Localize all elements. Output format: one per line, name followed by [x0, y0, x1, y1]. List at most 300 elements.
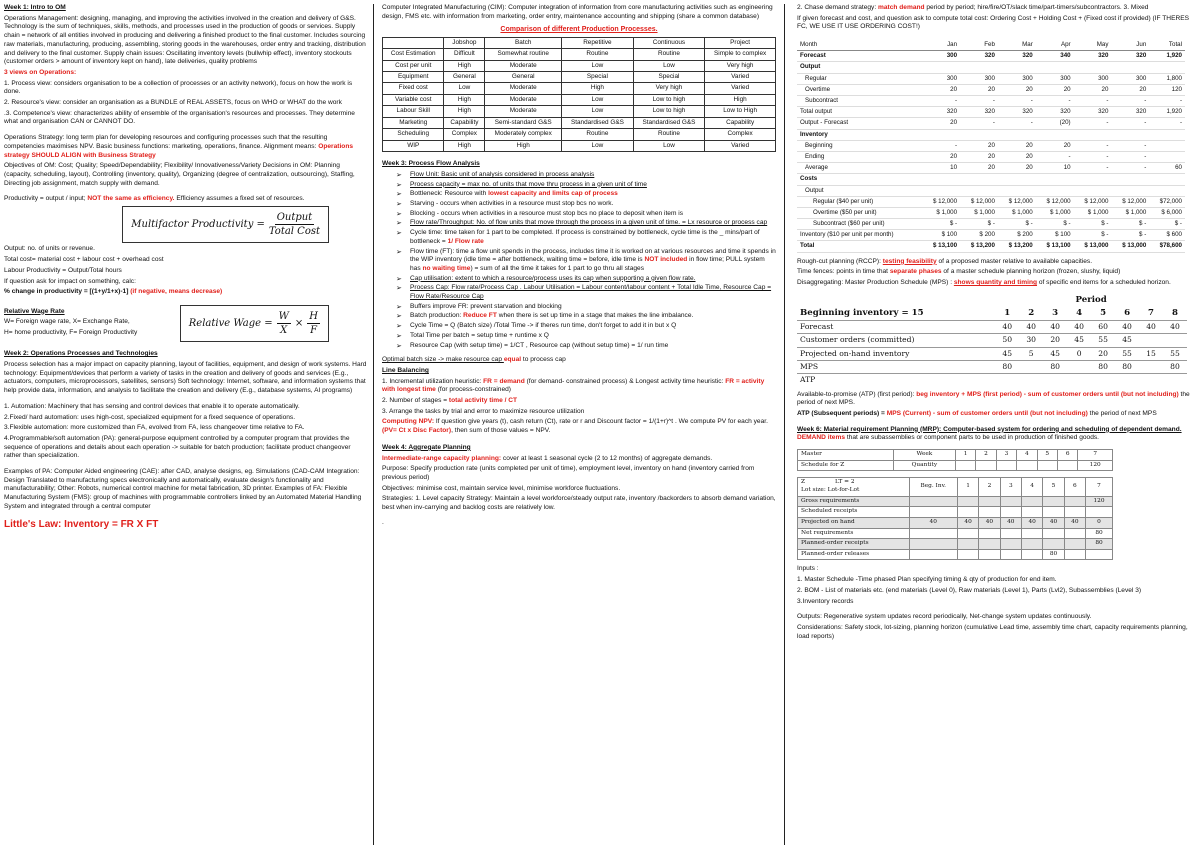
- table-row: [797, 321, 1187, 334]
- table-cell: Moderately complex: [485, 129, 562, 140]
- table-cell: Routine: [562, 129, 634, 140]
- mps-table: [797, 294, 1187, 386]
- table-row: [383, 94, 776, 105]
- relative-wage-def1: W= Foreign wage rate, X= Exchange Rate,: [4, 318, 130, 326]
- table-cell: 340: [1036, 51, 1074, 62]
- inputs-title: Inputs :: [797, 565, 819, 573]
- beg-inv-cell: [909, 496, 957, 507]
- table-cell: $ 13,000: [1074, 241, 1112, 252]
- table-cell: 320: [922, 107, 960, 118]
- list-item: ➢ Cap utilisation: extent to which a resource/process uses its cap when supporting a given flow rate.: [396, 275, 776, 284]
- table-cell: 45: [1067, 334, 1091, 347]
- table-cell: 40: [1067, 321, 1091, 334]
- table-cell: Standardised G&S: [633, 117, 705, 128]
- table-row: [383, 117, 776, 128]
- table-cell: [957, 507, 978, 518]
- table-cell: [995, 373, 1019, 386]
- table-header-cell: Feb: [960, 40, 998, 51]
- relative-wage-title: Relative Wage Rate: [4, 307, 65, 315]
- table-cell: Low: [562, 140, 634, 151]
- period-number: 5: [1100, 308, 1107, 319]
- mrp-record-table: [797, 477, 1113, 560]
- table-cell: [1021, 528, 1042, 539]
- table-cell: $ 1,000: [1074, 207, 1112, 218]
- row-label: Scheduled receipts: [798, 507, 910, 518]
- table-row: [797, 140, 1185, 151]
- table-cell: 320: [960, 107, 998, 118]
- table-cell: $ 1,000: [960, 207, 998, 218]
- row-label: Customer orders (committed): [797, 334, 995, 347]
- week-number: 5: [1043, 478, 1064, 496]
- list-item: ➢ Bottleneck: Resource with lowest capacity and limits cap of process: [396, 190, 776, 199]
- week2-title: Week 2: Operations Processes and Technologies: [4, 350, 158, 358]
- list-item: ➢ Buffers improve FR: prevent starvation and blocking: [396, 303, 776, 312]
- table-cell: 20: [1111, 84, 1149, 95]
- table-cell: 300: [1074, 73, 1112, 84]
- table-cell: High: [444, 60, 485, 71]
- table-cell: [1111, 129, 1149, 140]
- atp-subsequent: ATP (Subsequent periods) = MPS (Current) - sum of customer orders until (but not including) the period of next MPS: [797, 409, 1157, 417]
- week1-title: Week 1: Intro to OM: [4, 4, 66, 11]
- table-cell: 20: [922, 118, 960, 129]
- table-cell: 20: [1091, 347, 1115, 360]
- table-cell: 0: [1067, 347, 1091, 360]
- list-item: ➢ Flow Unit: Basic unit of analysis considered in process analysis: [396, 171, 776, 180]
- table-cell: -: [960, 96, 998, 107]
- table-cell: Routine: [633, 49, 705, 60]
- table-cell: 320: [1074, 107, 1112, 118]
- table-cell: Low to High: [705, 106, 776, 117]
- table-cell: 1,920: [1149, 51, 1185, 62]
- table-cell: [1139, 334, 1163, 347]
- column-right: [797, 4, 1196, 845]
- table-cell: WIP: [383, 140, 444, 151]
- table-cell: 50: [995, 334, 1019, 347]
- table-cell: 15: [1139, 347, 1163, 360]
- table-cell: 120: [1086, 496, 1113, 507]
- table-cell: $ 12,000: [960, 196, 998, 207]
- table-cell: 55: [1091, 334, 1115, 347]
- week-number: 1: [955, 450, 975, 461]
- table-row: [797, 185, 1185, 196]
- table-cell: $ 6,000: [1149, 207, 1185, 218]
- table-row: [383, 106, 776, 117]
- list-item: ➢ Resource Cap (with setup time) = 1/CT , Resource cap (without setup time) = 1/ run time: [396, 342, 776, 351]
- table-row: [797, 84, 1185, 95]
- row-label: MPS: [797, 360, 995, 373]
- table-cell: 80: [995, 360, 1019, 373]
- atp-first: Available-to-promise (ATP) (first period): beg inventory + MPS (first period) - sum of customer orders until (but not including) the period of next MPS.: [797, 390, 1190, 407]
- table-cell: 40: [957, 517, 978, 528]
- table-cell: 55: [1163, 347, 1187, 360]
- table-cell: 120: [1149, 84, 1185, 95]
- week-number: 4: [1017, 450, 1037, 461]
- table-cell: Variable cost: [383, 94, 444, 105]
- table-cell: [979, 539, 1000, 550]
- table-cell: Low: [633, 60, 705, 71]
- table-cell: 40: [1000, 517, 1021, 528]
- table-cell: Capability: [705, 117, 776, 128]
- cim-def: Computer Integrated Manufacturing (CIM): Computer integration of information from core manufacturing activities such as engineering design, FMS etc. with information from marketing, order entry, maintenance accounting and shipping (share a common database): [382, 4, 773, 20]
- rccp-def: Rough-cut planning (RCCP): testing feasibility of a proposed master relative to available capacities.: [797, 257, 1093, 265]
- table-row: [798, 450, 1113, 461]
- row-label: Output: [797, 185, 922, 196]
- table-cell: [1163, 334, 1187, 347]
- mrp-master-table: [797, 449, 1113, 471]
- table-cell: [1021, 507, 1042, 518]
- table-cell: [998, 129, 1036, 140]
- row-label: Costs: [797, 174, 922, 185]
- automation-3: 3.Flexible automation: more customized than FA, evolved from FA, less changeover time relative to FA.: [4, 424, 305, 432]
- table-cell: 45: [1043, 347, 1067, 360]
- table-cell: [1067, 373, 1091, 386]
- table-cell: Simple to complex: [705, 49, 776, 60]
- table-cell: High: [485, 140, 562, 151]
- table-cell: 1,920: [1149, 107, 1185, 118]
- table-cell: 40: [1043, 321, 1067, 334]
- table-row: [797, 219, 1185, 230]
- list-item: ➢ Flow time (FT): time a flow unit spends in the process, includes time it is worked on at various resources and time it spends in the WIP inventory (idle time = after bottleneck, waiting time = before, idle time is NOT included in flow time; PULL system has no waiting time) = sum of all the time it takes for 1 part to go thru all stages: [396, 248, 776, 274]
- table-cell: [1064, 539, 1085, 550]
- relative-wage-block: [4, 305, 369, 342]
- list-item: ➢ Cycle Time = Q (Batch size) /Total Time -> if theres run time, don't forget to add it in but x Q: [396, 322, 776, 331]
- table-cell: $ 12,000: [1074, 196, 1112, 207]
- table-cell: $ -: [922, 219, 960, 230]
- table-cell: [1000, 539, 1021, 550]
- view-process: 1. Process view: considers organisation to be a collection of processes or an activity network), focus on how the work is done.: [4, 79, 353, 96]
- automation-2: 2.Fixed/ hard automation: uses high-cost, specialized equipment for a fixed sequence of operations.: [4, 413, 296, 421]
- table-cell: [955, 460, 975, 471]
- beginning-inventory: Beginning inventory = 15: [800, 308, 924, 319]
- impact-note: If question ask for impact on something, calc:: [4, 277, 136, 285]
- week-number: 6: [1057, 450, 1077, 461]
- week3-list: [382, 171, 776, 350]
- inputs-1: 1. Master Schedule -Time phased Plan specifying timing & qty of production for end item.: [797, 576, 1057, 584]
- column-middle: [373, 4, 785, 845]
- table-cell: Low to high: [633, 106, 705, 117]
- table-cell: [957, 539, 978, 550]
- beg-inv-cell: 40: [909, 517, 957, 528]
- table-cell: -: [998, 118, 1036, 129]
- table-cell: [1043, 528, 1064, 539]
- table-cell: $ 12,000: [1036, 196, 1074, 207]
- table-row: [797, 347, 1187, 360]
- table-cell: $ -: [998, 219, 1036, 230]
- beg-inv-cell: [909, 528, 957, 539]
- table-cell: 20: [998, 84, 1036, 95]
- table-row: [383, 129, 776, 140]
- row-label: ATP: [797, 373, 995, 386]
- table-cell: $ -: [1074, 219, 1112, 230]
- table-cell: [1149, 62, 1185, 73]
- table-cell: -: [922, 96, 960, 107]
- table-cell: $ -: [1036, 219, 1074, 230]
- table-row: [383, 49, 776, 60]
- table-cell: $ 13,200: [998, 241, 1036, 252]
- row-label: Forecast: [797, 321, 995, 334]
- table-cell: Moderate: [485, 60, 562, 71]
- table-row: [797, 151, 1185, 162]
- week-number: 3: [996, 450, 1016, 461]
- table-row: [797, 174, 1185, 185]
- week-label: Week: [893, 450, 955, 461]
- table-cell: $ 13,000: [1111, 241, 1149, 252]
- table-cell: Special: [633, 72, 705, 83]
- table-cell: General: [444, 72, 485, 83]
- table-cell: Routine: [562, 49, 634, 60]
- period-number: 3: [1052, 308, 1059, 319]
- table-row: [798, 496, 1113, 507]
- disaggregating-def: Disaggregating: Master Production Schedule (MPS) : shows quantity and timing of specific end items for a scheduled horizon.: [797, 279, 1171, 287]
- table-cell: 300: [922, 73, 960, 84]
- table-row: [383, 83, 776, 94]
- table-row: [798, 507, 1113, 518]
- table-row: [797, 334, 1187, 347]
- table-cell: -: [960, 118, 998, 129]
- table-row: [797, 360, 1187, 373]
- total-cost-note: If given forecast and cost, and question ask to compute total cost: Ordering Cost + Holding Cost + (Fixed cost if provided) (IF THERES FC, WE USE IT USE ORDERING COST!): [797, 14, 1190, 31]
- table-header-cell: Apr: [1036, 40, 1074, 51]
- table-row: [798, 478, 1113, 496]
- table-header-cell: Month: [797, 40, 922, 51]
- table-cell: 40: [979, 517, 1000, 528]
- table-cell: $ 12,000: [1111, 196, 1149, 207]
- table-cell: [1037, 460, 1057, 471]
- table-cell: -: [998, 96, 1036, 107]
- table-row: [798, 549, 1113, 560]
- table-cell: -: [1074, 118, 1112, 129]
- table-row: [798, 460, 1113, 471]
- table-cell: Varied: [705, 72, 776, 83]
- table-cell: -: [1111, 140, 1149, 151]
- table-cell: [1043, 496, 1064, 507]
- table-cell: Labour Skill: [383, 106, 444, 117]
- beg-inv-cell: [909, 549, 957, 560]
- table-cell: [998, 174, 1036, 185]
- table-cell: [1036, 174, 1074, 185]
- considerations-note: Considerations: Safety stock, lot-sizing, planning horizon (cumulative Lead time, assembly time chart, capacity requirements planning, load reports): [797, 623, 1188, 640]
- table-cell: [998, 62, 1036, 73]
- table-cell: 320: [998, 51, 1036, 62]
- table-cell: -: [1036, 151, 1074, 162]
- week-number: 7: [1086, 478, 1113, 496]
- week-number: 3: [1000, 478, 1021, 496]
- lot-size: Lot size: Lot-for-Lot: [801, 486, 860, 493]
- optimal-batch: Optimal batch size -> make resource cap equal to process cap: [382, 356, 566, 364]
- list-item: ➢ Batch production: Reduce FT when there is set up time in a stage that makes the line imbalance.: [396, 312, 776, 321]
- table-header-cell: Mar: [998, 40, 1036, 51]
- table-cell: Fixed cost: [383, 83, 444, 94]
- table-cell: 300: [998, 73, 1036, 84]
- table-cell: 20: [960, 84, 998, 95]
- table-cell: Somewhat routine: [485, 49, 562, 60]
- item-z: Z: [801, 479, 806, 486]
- period-number: 4: [1076, 308, 1083, 319]
- period-number: 8: [1172, 308, 1178, 319]
- table-cell: Difficult: [444, 49, 485, 60]
- table-cell: [1064, 496, 1085, 507]
- mrp-def: Week 6: Material requirement Planning (MRP): Computer-based system for ordering and scheduling of dependent demand. DEMAND items that are subassemblies or component parts to be used in production of finished goods.: [797, 425, 1182, 442]
- line-balancing-3: 3. Arrange the tasks by trial and error to maximize resource utilization: [382, 407, 585, 415]
- table-cell: 45: [995, 347, 1019, 360]
- table-cell: 320: [1036, 107, 1074, 118]
- table-cell: 300: [1111, 73, 1149, 84]
- table-cell: Special: [562, 72, 634, 83]
- table-cell: [1149, 185, 1185, 196]
- table-row: [383, 60, 776, 71]
- week4-strategies: Strategies: 1. Level capacity Strategy: Maintain a level workforce/steady output rate, inventory /backorders to absorb demand variation, best when inv-carrying and backlog costs are relatively low.: [382, 495, 776, 512]
- table-cell: [976, 460, 996, 471]
- row-label: Total output: [797, 107, 922, 118]
- table-cell: [979, 507, 1000, 518]
- row-label: Output - Forecast: [797, 118, 922, 129]
- table-cell: -: [1036, 96, 1074, 107]
- table-cell: [1074, 185, 1112, 196]
- table-cell: -: [1149, 96, 1185, 107]
- table-cell: [1017, 460, 1037, 471]
- list-item: ➢ Process capacity = max no. of units that move thru process in a given unit of time: [396, 181, 776, 190]
- table-cell: [1163, 373, 1187, 386]
- table-cell: 20: [1036, 84, 1074, 95]
- table-cell: [1115, 373, 1139, 386]
- table-cell: [1111, 174, 1149, 185]
- list-item: ➢ Blocking - occurs when activities in a resource must stop bcs no place to deposit when item is: [396, 210, 776, 219]
- table-cell: 55: [1115, 347, 1139, 360]
- table-cell: 80: [1043, 549, 1064, 560]
- table-cell: 10: [1036, 163, 1074, 174]
- table-cell: [1086, 507, 1113, 518]
- table-cell: 20: [960, 140, 998, 151]
- table-cell: Varied: [705, 140, 776, 151]
- row-label: Subcontract ($60 per unit): [797, 219, 922, 230]
- table-row: [797, 118, 1185, 129]
- table-header-cell: Project: [705, 37, 776, 48]
- table-cell: 20: [960, 163, 998, 174]
- master-label: Master: [798, 450, 894, 461]
- table-cell: [1074, 62, 1112, 73]
- table-cell: 5: [1019, 347, 1043, 360]
- row-label: Beginning: [797, 140, 922, 151]
- table-cell: 40: [1043, 517, 1064, 528]
- table-cell: 20: [922, 84, 960, 95]
- table-row: [798, 517, 1113, 528]
- operations-strategy: Operations Strategy: long term plan for developing resources and configuring processes such that the resulting competencies maximises NPV. Basic business functions: marketing, operations, finance. Alignment means: Operations strategy SHOULD ALIGN with Business Strategy: [4, 134, 354, 159]
- aggregate-plan-table: [797, 40, 1185, 253]
- table-row: [797, 73, 1185, 84]
- table-cell: Complex: [444, 129, 485, 140]
- table-header-cell: Jan: [922, 40, 960, 51]
- npv-note: Computing NPV: If question give years (t), cash return (Ct), rate or r and Discount factor = 1/(1+r)^t . We compute PV for each year. (PV= Ct x Disc Factor), then sum of those values = NPV.: [382, 418, 768, 435]
- table-row: [797, 241, 1185, 252]
- table-cell: Semi-standard G&S: [485, 117, 562, 128]
- list-item: ➢ Cycle time: time taken for 1 part to be completed. If process is constrained by bottleneck, cycle time is the _ mins/part of bottleneck = 1/ Flow rate: [396, 229, 776, 246]
- row-label: Ending: [797, 151, 922, 162]
- littles-law: Little's Law: Inventory = FR X FT: [4, 518, 159, 530]
- item-header: [798, 478, 910, 496]
- row-label: Inventory ($10 per unit per month): [797, 230, 922, 241]
- table-cell: High: [562, 83, 634, 94]
- table-cell: Routine: [633, 129, 705, 140]
- table-cell: [1021, 539, 1042, 550]
- automation-1: 1. Automation: Machinery that has sensing and control devices that enable it to operate automatically.: [4, 402, 300, 410]
- table-cell: [1021, 496, 1042, 507]
- row-label: Inventory: [797, 129, 922, 140]
- table-header-cell: Repetitive: [562, 37, 634, 48]
- table-row: [797, 62, 1185, 73]
- table-cell: [922, 185, 960, 196]
- row-label: Average: [797, 163, 922, 174]
- period-number: 7: [1148, 308, 1155, 319]
- table-cell: $78,600: [1149, 241, 1185, 252]
- table-row: [797, 307, 1187, 321]
- table-cell: Cost Estimation: [383, 49, 444, 60]
- table-cell: 0: [1086, 517, 1113, 528]
- table-cell: $ 13,200: [960, 241, 998, 252]
- table-cell: [1139, 360, 1163, 373]
- table-cell: [998, 185, 1036, 196]
- table-cell: [1036, 129, 1074, 140]
- relative-wage-formula: Relative Wage = $\frac{W}{X}$ × $\frac{H}{F}$: [180, 305, 329, 342]
- table-cell: 20: [922, 151, 960, 162]
- week4-intro: Intermediate-range capacity planning: cover at least 1 seasonal cycle (2 to 12 months) of aggregate demands.: [382, 454, 713, 462]
- table-cell: Marketing: [383, 117, 444, 128]
- table-cell: $ 1,000: [1111, 207, 1149, 218]
- row-label: Overtime ($50 per unit): [797, 207, 922, 218]
- table-cell: 40: [1163, 321, 1187, 334]
- table-cell: High: [705, 94, 776, 105]
- table-row: [797, 207, 1185, 218]
- table-cell: 40: [1019, 321, 1043, 334]
- inputs-3: 3.Inventory records: [797, 597, 854, 605]
- table-cell: [1074, 129, 1112, 140]
- table-cell: -: [1111, 163, 1149, 174]
- table-cell: High: [444, 106, 485, 117]
- week-number: 2: [979, 478, 1000, 496]
- week-number: 4: [1021, 478, 1042, 496]
- table-cell: 80: [1043, 360, 1067, 373]
- period-number: 1: [1004, 308, 1011, 319]
- table-cell: [1043, 373, 1067, 386]
- table-cell: 300: [1036, 73, 1074, 84]
- table-cell: 20: [998, 151, 1036, 162]
- table-cell: [1074, 174, 1112, 185]
- table-cell: $ 12,000: [998, 196, 1036, 207]
- table-cell: [1000, 549, 1021, 560]
- table-cell: 10: [922, 163, 960, 174]
- total-cost-def: Total cost= material cost + labour cost + overhead cost: [4, 256, 164, 264]
- table-cell: $ -: [960, 219, 998, 230]
- table-cell: -: [1074, 96, 1112, 107]
- table-cell: 120: [1078, 460, 1113, 471]
- week2-intro: Process selection has a major impact on capacity planning, layout of facilities, equipment, and design of work systems. Hard technology: Equipment/devices that perform a variety of tasks in the creation and delivery of goods and services (E.g., actuators, computers, microprocessors, satellites, sensors) Soft technology: Internet, software, and information systems that help provide data, information, and analysis to facilitate the creation and delivery (E.g., database systems, AI programs): [4, 361, 367, 395]
- table-cell: [1064, 507, 1085, 518]
- table-row: [797, 373, 1187, 386]
- table-cell: [1139, 373, 1163, 386]
- table-cell: 20: [998, 140, 1036, 151]
- table-cell: [979, 528, 1000, 539]
- week-number: 1: [957, 478, 978, 496]
- table-cell: Complex: [705, 129, 776, 140]
- week4-objectives: Objectives: minimise cost, maintain service level, minimise workforce fluctuations.: [382, 484, 621, 492]
- table-cell: -: [1111, 151, 1149, 162]
- table-cell: 320: [960, 51, 998, 62]
- table-cell: Low: [444, 83, 485, 94]
- comparison-table-title: Comparison of different Production Processes.: [500, 26, 658, 34]
- table-cell: $ 200: [998, 230, 1036, 241]
- table-cell: Very high: [633, 83, 705, 94]
- list-item: ➢ Starving - occurs when activities in a resource must stop bcs no work.: [396, 200, 776, 209]
- beg-inv-label: Beg. Inv.: [909, 478, 957, 496]
